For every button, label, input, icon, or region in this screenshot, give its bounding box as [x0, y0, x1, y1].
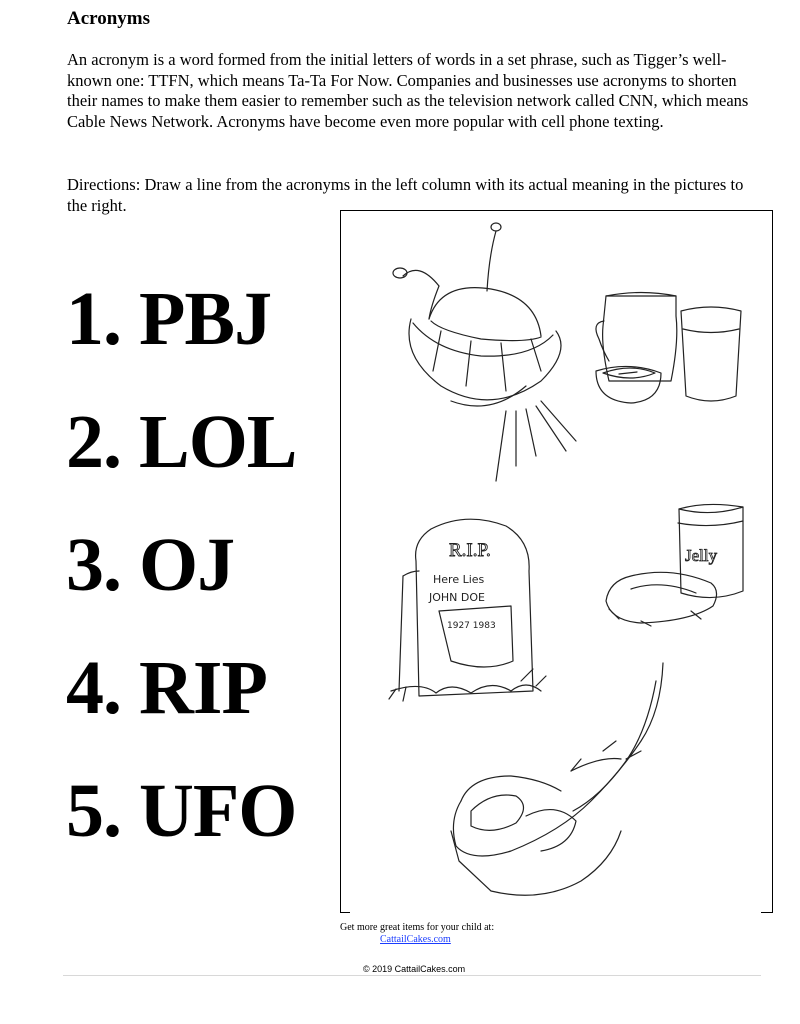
footer-link[interactable]: CattailCakes.com: [380, 934, 451, 945]
footer-divider: [63, 975, 761, 976]
tombstone-icon[interactable]: [389, 519, 546, 701]
pictures-panel: [340, 210, 773, 913]
acronym-item-ufo[interactable]: 5. UFO: [66, 769, 297, 853]
copyright-text: © 2019 CattailCakes.com: [363, 964, 466, 974]
acronym-item-pbj[interactable]: 1. PBJ: [66, 277, 272, 361]
dinosaur-icon[interactable]: [451, 663, 663, 895]
panel-corner-right: [761, 912, 772, 913]
tombstone-rip-text: R.I.P.: [449, 540, 491, 561]
acronym-list: [66, 258, 297, 873]
pbj-sandwich-icon[interactable]: [606, 504, 743, 626]
page-title: Acronyms: [67, 8, 151, 29]
acronym-item-lol[interactable]: 2. LOL: [66, 400, 297, 484]
orange-juice-icon[interactable]: [596, 293, 741, 404]
tombstone-dates-text: 1927 1983: [447, 621, 496, 631]
jar-label-text: Jelly: [685, 546, 718, 565]
acronym-item-oj[interactable]: 3. OJ: [66, 523, 235, 607]
tombstone-line1-text: Here Lies: [433, 573, 485, 586]
panel-corner-left: [340, 912, 350, 913]
tombstone-line2-text: JOHN DOE: [429, 591, 485, 604]
directions-paragraph: Directions: Draw a line from the acronyms in the left column with its actual meaning in the pictures to the right.: [67, 175, 744, 215]
acronym-item-rip[interactable]: 4. RIP: [66, 646, 267, 730]
intro-paragraph: An acronym is a word formed from the initial letters of words in a set phrase, such as Tigger’s well-known one: TTFN, which means Ta-Ta For Now. Companies and businesses use acronyms to shorten their names to make them easier to remember such as the television network called CNN, which means Cable News Network. Acronyms have become even more popular with cell phone texting.: [67, 50, 749, 131]
ufo-icon[interactable]: [393, 223, 576, 481]
footer-note: Get more great items for your child at:: [340, 922, 495, 933]
